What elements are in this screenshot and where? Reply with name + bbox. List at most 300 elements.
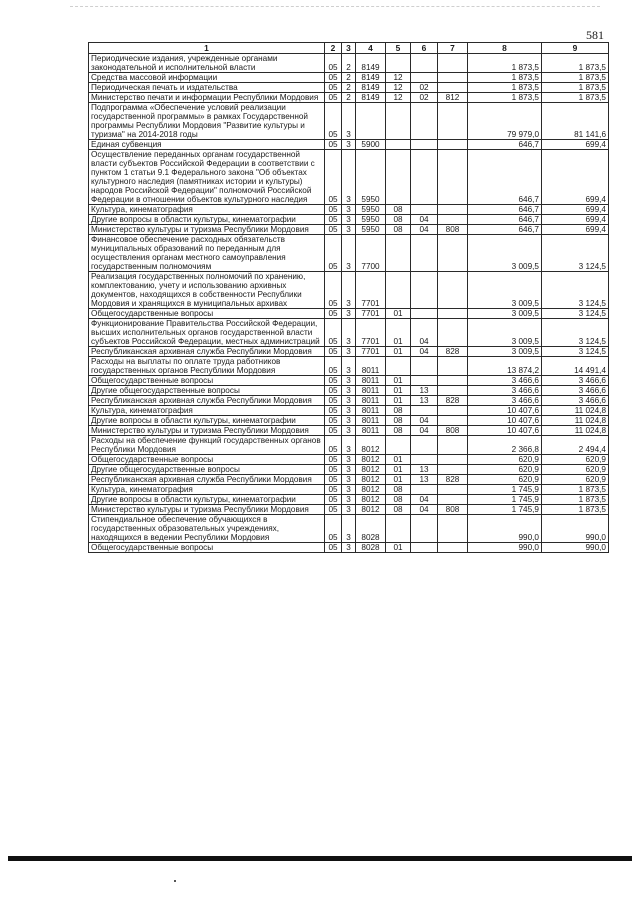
- row-code-5: [386, 140, 411, 150]
- row-code-4: 8011: [356, 357, 386, 376]
- row-code-6: [411, 54, 438, 73]
- row-code-5: 08: [386, 205, 411, 215]
- row-code-3: 3: [342, 426, 356, 436]
- row-description: Министерство печати и информации Республики Мордовия: [89, 93, 325, 103]
- row-code-6: [411, 205, 438, 215]
- table-row: [89, 93, 609, 103]
- row-description: Функционирование Правительства Российской Федерации, высших исполнительных органов государственной власти субъектов Российской Федерации, местных администраций: [89, 319, 325, 347]
- row-code-2: 05: [325, 406, 342, 416]
- table-row: [89, 485, 609, 495]
- row-amount-9: 11 024,8: [542, 416, 609, 426]
- row-description: Другие вопросы в области культуры, кинематографии: [89, 416, 325, 426]
- row-code-2: 05: [325, 455, 342, 465]
- row-code-3: 3: [342, 455, 356, 465]
- row-description: Расходы на обеспечение функций государственных органов Республики Мордовия: [89, 436, 325, 455]
- row-description: Периодическая печать и издательства: [89, 83, 325, 93]
- row-code-5: [386, 235, 411, 272]
- scan-speck: [174, 880, 176, 882]
- row-code-3: 3: [342, 357, 356, 376]
- row-code-7: [438, 205, 468, 215]
- row-code-4: 8149: [356, 93, 386, 103]
- table-row: [89, 495, 609, 505]
- row-amount-9: 699,4: [542, 140, 609, 150]
- row-code-4: 5950: [356, 215, 386, 225]
- row-code-3: 3: [342, 416, 356, 426]
- row-code-6: 13: [411, 396, 438, 406]
- row-code-6: 04: [411, 505, 438, 515]
- row-description: Общегосударственные вопросы: [89, 455, 325, 465]
- row-amount-8: 990,0: [468, 543, 542, 553]
- row-code-7: [438, 235, 468, 272]
- row-description: Общегосударственные вопросы: [89, 376, 325, 386]
- row-code-5: 01: [386, 396, 411, 406]
- row-amount-9: 990,0: [542, 543, 609, 553]
- row-code-4: 8149: [356, 83, 386, 93]
- row-amount-9: 1 873,5: [542, 73, 609, 83]
- row-code-3: 3: [342, 150, 356, 205]
- row-code-7: 808: [438, 505, 468, 515]
- row-amount-9: 1 873,5: [542, 495, 609, 505]
- row-code-6: [411, 406, 438, 416]
- row-amount-8: 1 873,5: [468, 73, 542, 83]
- row-code-5: [386, 272, 411, 309]
- row-code-4: [356, 103, 386, 140]
- row-amount-8: 3 466,6: [468, 396, 542, 406]
- row-code-2: 05: [325, 215, 342, 225]
- row-code-2: 05: [325, 465, 342, 475]
- row-code-6: [411, 73, 438, 83]
- row-description: Осуществление переданных органам государственной власти субъектов Российской Федерации в соответствии с пунктом 1 статьи 9.1 Федерального закона "Об объектах культурного наследия (памятниках истории и культуры) народов Российской Федерации" полномочий Российской Федерации в отношении объектов культурного наследия: [89, 150, 325, 205]
- table-row: [89, 54, 609, 73]
- row-code-6: 04: [411, 215, 438, 225]
- row-description: Подпрограмма «Обеспечение условий реализации государственной программы» в рамках Государственной программы Республики Мордовия "Развитие культуры и туризма" на 2014-2018 годы: [89, 103, 325, 140]
- row-code-4: 8011: [356, 396, 386, 406]
- row-amount-9: 1 873,5: [542, 93, 609, 103]
- row-code-2: 05: [325, 309, 342, 319]
- row-code-2: 05: [325, 426, 342, 436]
- row-code-4: 8028: [356, 515, 386, 543]
- row-amount-9: 2 494,4: [542, 436, 609, 455]
- row-code-4: 7701: [356, 319, 386, 347]
- row-amount-9: 1 873,5: [542, 485, 609, 495]
- row-code-5: 01: [386, 465, 411, 475]
- row-description: Культура, кинематография: [89, 406, 325, 416]
- row-code-6: 02: [411, 83, 438, 93]
- row-code-4: 7701: [356, 347, 386, 357]
- row-code-3: 3: [342, 495, 356, 505]
- row-code-4: 5950: [356, 205, 386, 215]
- row-code-3: 2: [342, 54, 356, 73]
- row-code-6: [411, 436, 438, 455]
- row-code-5: [386, 436, 411, 455]
- row-code-3: 2: [342, 83, 356, 93]
- row-description: Министерство культуры и туризма Республики Мордовия: [89, 505, 325, 515]
- row-amount-9: 1 873,5: [542, 83, 609, 93]
- row-code-7: [438, 215, 468, 225]
- row-description: Стипендиальное обеспечение обучающихся в государственных образовательных учреждениях, находящихся в ведении Республики Мордовия: [89, 515, 325, 543]
- row-code-4: 5950: [356, 150, 386, 205]
- row-code-6: [411, 515, 438, 543]
- row-code-6: [411, 376, 438, 386]
- row-amount-8: 1 873,5: [468, 93, 542, 103]
- row-code-2: 05: [325, 347, 342, 357]
- row-code-4: 7701: [356, 309, 386, 319]
- row-code-4: 7701: [356, 272, 386, 309]
- row-amount-8: 10 407,6: [468, 416, 542, 426]
- row-code-5: 08: [386, 505, 411, 515]
- row-description: Республиканская архивная служба Республики Мордовия: [89, 475, 325, 485]
- table-row: [89, 357, 609, 376]
- row-code-7: 808: [438, 225, 468, 235]
- row-code-7: [438, 515, 468, 543]
- row-code-7: [438, 357, 468, 376]
- row-code-4: 5950: [356, 225, 386, 235]
- row-code-3: 3: [342, 103, 356, 140]
- row-code-4: 8011: [356, 386, 386, 396]
- row-description: Другие общегосударственные вопросы: [89, 465, 325, 475]
- row-code-4: 8012: [356, 465, 386, 475]
- row-code-6: 13: [411, 465, 438, 475]
- col-header: 3: [342, 43, 356, 54]
- row-code-5: [386, 54, 411, 73]
- row-code-4: 8012: [356, 495, 386, 505]
- row-amount-9: 1 873,5: [542, 505, 609, 515]
- row-code-3: 3: [342, 225, 356, 235]
- row-code-3: 3: [342, 319, 356, 347]
- row-code-7: [438, 455, 468, 465]
- row-amount-8: 1 745,9: [468, 485, 542, 495]
- row-code-2: 05: [325, 386, 342, 396]
- row-code-6: [411, 140, 438, 150]
- row-code-5: 08: [386, 406, 411, 416]
- row-code-5: 08: [386, 416, 411, 426]
- row-amount-8: 3 009,5: [468, 309, 542, 319]
- row-description: Расходы на выплаты по оплате труда работников государственных органов Республики Мордовия: [89, 357, 325, 376]
- row-code-5: [386, 357, 411, 376]
- row-amount-9: 699,4: [542, 215, 609, 225]
- row-code-2: 05: [325, 475, 342, 485]
- row-code-5: 01: [386, 309, 411, 319]
- table-row: [89, 225, 609, 235]
- table-row: [89, 309, 609, 319]
- row-code-6: [411, 150, 438, 205]
- row-amount-9: 620,9: [542, 475, 609, 485]
- row-code-5: 08: [386, 426, 411, 436]
- row-description: Другие общегосударственные вопросы: [89, 386, 325, 396]
- row-code-4: 8011: [356, 426, 386, 436]
- row-code-3: 3: [342, 465, 356, 475]
- row-code-3: 3: [342, 309, 356, 319]
- budget-table: [88, 42, 609, 553]
- row-code-2: 05: [325, 272, 342, 309]
- row-code-5: 01: [386, 376, 411, 386]
- row-code-2: 05: [325, 54, 342, 73]
- table-row: [89, 83, 609, 93]
- row-amount-9: 11 024,8: [542, 406, 609, 416]
- row-amount-8: 2 366,8: [468, 436, 542, 455]
- row-code-6: [411, 309, 438, 319]
- table-row: [89, 436, 609, 455]
- row-code-5: 08: [386, 485, 411, 495]
- row-description: Единая субвенция: [89, 140, 325, 150]
- row-code-2: 05: [325, 73, 342, 83]
- row-amount-8: 646,7: [468, 150, 542, 205]
- row-code-2: 05: [325, 205, 342, 215]
- row-amount-8: 1 745,9: [468, 495, 542, 505]
- row-code-6: [411, 485, 438, 495]
- row-code-4: 7700: [356, 235, 386, 272]
- row-amount-8: 3 466,6: [468, 376, 542, 386]
- col-header: 4: [356, 43, 386, 54]
- row-code-4: 8011: [356, 376, 386, 386]
- row-amount-8: 3 466,6: [468, 386, 542, 396]
- row-code-2: 05: [325, 235, 342, 272]
- table-row: [89, 103, 609, 140]
- row-code-7: [438, 416, 468, 426]
- row-code-2: 05: [325, 543, 342, 553]
- row-code-3: 3: [342, 406, 356, 416]
- row-amount-8: 990,0: [468, 515, 542, 543]
- row-code-6: [411, 455, 438, 465]
- table-row: [89, 465, 609, 475]
- row-code-3: 3: [342, 396, 356, 406]
- row-code-6: 13: [411, 386, 438, 396]
- row-code-2: 05: [325, 103, 342, 140]
- row-amount-8: 10 407,6: [468, 406, 542, 416]
- row-code-3: 3: [342, 515, 356, 543]
- row-code-4: 8012: [356, 436, 386, 455]
- col-header: 8: [468, 43, 542, 54]
- table-row: [89, 396, 609, 406]
- row-code-7: [438, 54, 468, 73]
- table-row: [89, 515, 609, 543]
- table-row: [89, 475, 609, 485]
- row-code-3: 3: [342, 235, 356, 272]
- row-code-7: 828: [438, 475, 468, 485]
- row-amount-9: 620,9: [542, 465, 609, 475]
- row-code-3: 2: [342, 73, 356, 83]
- row-code-6: 04: [411, 319, 438, 347]
- row-amount-9: 11 024,8: [542, 426, 609, 436]
- row-code-6: [411, 272, 438, 309]
- row-code-5: 01: [386, 455, 411, 465]
- row-code-4: 5900: [356, 140, 386, 150]
- col-header: 1: [89, 43, 325, 54]
- row-code-5: 08: [386, 495, 411, 505]
- row-code-5: 08: [386, 215, 411, 225]
- row-code-7: [438, 83, 468, 93]
- row-amount-8: 620,9: [468, 475, 542, 485]
- table-row: [89, 272, 609, 309]
- row-code-7: 812: [438, 93, 468, 103]
- row-code-3: 3: [342, 475, 356, 485]
- row-code-2: 05: [325, 376, 342, 386]
- row-amount-8: 646,7: [468, 205, 542, 215]
- table-row: [89, 455, 609, 465]
- row-code-7: [438, 103, 468, 140]
- row-code-7: [438, 272, 468, 309]
- row-amount-9: 3 124,5: [542, 319, 609, 347]
- row-code-4: 8012: [356, 485, 386, 495]
- row-code-7: [438, 465, 468, 475]
- row-code-2: 05: [325, 515, 342, 543]
- row-amount-9: 1 873,5: [542, 54, 609, 73]
- table-row: [89, 426, 609, 436]
- row-code-2: 05: [325, 150, 342, 205]
- row-code-5: 12: [386, 93, 411, 103]
- row-code-3: 3: [342, 485, 356, 495]
- row-amount-9: 699,4: [542, 225, 609, 235]
- row-description: Республиканская архивная служба Республики Мордовия: [89, 396, 325, 406]
- col-header: 6: [411, 43, 438, 54]
- row-amount-9: 3 124,5: [542, 235, 609, 272]
- row-code-5: 12: [386, 73, 411, 83]
- table-row: [89, 416, 609, 426]
- top-edge-rule: [70, 6, 600, 7]
- row-code-7: [438, 485, 468, 495]
- row-amount-8: 1 745,9: [468, 505, 542, 515]
- row-code-2: 05: [325, 495, 342, 505]
- row-code-7: 828: [438, 347, 468, 357]
- row-code-6: [411, 235, 438, 272]
- table-row: [89, 376, 609, 386]
- row-amount-9: 3 466,6: [542, 376, 609, 386]
- row-code-2: 05: [325, 319, 342, 347]
- row-code-3: 3: [342, 347, 356, 357]
- row-code-4: 8149: [356, 73, 386, 83]
- row-amount-8: 3 009,5: [468, 235, 542, 272]
- row-description: Культура, кинематография: [89, 485, 325, 495]
- row-description: Периодические издания, учрежденные органами законодательной и исполнительной власти: [89, 54, 325, 73]
- row-amount-9: 990,0: [542, 515, 609, 543]
- row-code-5: 01: [386, 347, 411, 357]
- row-code-4: 8012: [356, 505, 386, 515]
- bottom-scan-bar: [8, 856, 632, 861]
- row-code-6: [411, 543, 438, 553]
- row-amount-8: 620,9: [468, 455, 542, 465]
- row-amount-9: 3 466,6: [542, 396, 609, 406]
- table-row: [89, 215, 609, 225]
- row-amount-8: 3 009,5: [468, 272, 542, 309]
- row-amount-8: 10 407,6: [468, 426, 542, 436]
- row-code-7: [438, 73, 468, 83]
- col-header: 7: [438, 43, 468, 54]
- row-code-5: 01: [386, 319, 411, 347]
- row-code-7: [438, 406, 468, 416]
- row-code-2: 05: [325, 505, 342, 515]
- row-code-7: [438, 495, 468, 505]
- row-code-3: 3: [342, 205, 356, 215]
- row-code-4: 8028: [356, 543, 386, 553]
- row-code-4: 8012: [356, 455, 386, 465]
- row-code-4: 8149: [356, 54, 386, 73]
- row-code-6: [411, 103, 438, 140]
- table-row: [89, 406, 609, 416]
- row-amount-8: 1 873,5: [468, 54, 542, 73]
- col-header: 2: [325, 43, 342, 54]
- row-code-5: [386, 515, 411, 543]
- row-code-6: 04: [411, 495, 438, 505]
- row-code-2: 05: [325, 225, 342, 235]
- row-amount-8: 3 009,5: [468, 347, 542, 357]
- row-code-3: 3: [342, 436, 356, 455]
- table-row: [89, 150, 609, 205]
- table-body: [89, 54, 609, 553]
- row-code-3: 3: [342, 543, 356, 553]
- row-code-5: 01: [386, 543, 411, 553]
- row-code-6: 04: [411, 347, 438, 357]
- table-row: [89, 347, 609, 357]
- row-code-5: 12: [386, 83, 411, 93]
- table-row: [89, 505, 609, 515]
- row-code-2: 05: [325, 436, 342, 455]
- row-code-6: 02: [411, 93, 438, 103]
- table-row: [89, 235, 609, 272]
- row-amount-8: 79 979,0: [468, 103, 542, 140]
- row-amount-8: 646,7: [468, 225, 542, 235]
- row-description: Другие вопросы в области культуры, кинематографии: [89, 495, 325, 505]
- row-code-3: 2: [342, 93, 356, 103]
- row-code-2: 05: [325, 396, 342, 406]
- row-description: Общегосударственные вопросы: [89, 309, 325, 319]
- row-code-3: 3: [342, 140, 356, 150]
- row-code-2: 05: [325, 83, 342, 93]
- row-description: Общегосударственные вопросы: [89, 543, 325, 553]
- row-code-7: [438, 309, 468, 319]
- row-amount-9: 14 491,4: [542, 357, 609, 376]
- row-code-2: 05: [325, 357, 342, 376]
- col-header: 9: [542, 43, 609, 54]
- row-amount-9: 620,9: [542, 455, 609, 465]
- page-number: 581: [586, 28, 604, 42]
- row-code-7: 808: [438, 426, 468, 436]
- row-description: Министерство культуры и туризма Республики Мордовия: [89, 225, 325, 235]
- row-amount-9: 3 124,5: [542, 272, 609, 309]
- row-code-5: 01: [386, 475, 411, 485]
- row-code-5: [386, 150, 411, 205]
- row-code-2: 05: [325, 140, 342, 150]
- row-description: Министерство культуры и туризма Республики Мордовия: [89, 426, 325, 436]
- row-description: Финансовое обеспечение расходных обязательств муниципальных образований по переданным для осуществления органам местного самоуправления государственным полномочиям: [89, 235, 325, 272]
- row-amount-9: 699,4: [542, 150, 609, 205]
- row-amount-9: 3 124,5: [542, 347, 609, 357]
- col-header: 5: [386, 43, 411, 54]
- row-code-2: 05: [325, 93, 342, 103]
- row-code-7: [438, 319, 468, 347]
- row-amount-8: 1 873,5: [468, 83, 542, 93]
- row-amount-9: 3 466,6: [542, 386, 609, 396]
- row-code-6: [411, 357, 438, 376]
- row-code-6: 04: [411, 225, 438, 235]
- row-amount-8: 646,7: [468, 215, 542, 225]
- table-row: [89, 205, 609, 215]
- row-code-3: 3: [342, 215, 356, 225]
- row-description: Средства массовой информации: [89, 73, 325, 83]
- row-code-7: 828: [438, 396, 468, 406]
- row-code-4: 8012: [356, 475, 386, 485]
- row-code-7: [438, 376, 468, 386]
- row-amount-9: 81 141,6: [542, 103, 609, 140]
- row-code-5: 08: [386, 225, 411, 235]
- row-code-7: [438, 140, 468, 150]
- row-amount-9: 699,4: [542, 205, 609, 215]
- table-row: [89, 140, 609, 150]
- row-description: Реализация государственных полномочий по хранению, комплектованию, учету и использованию архивных документов, находящихся в собственности Республики Мордовия и хранящихся в муниципальных архивах: [89, 272, 325, 309]
- row-code-5: 01: [386, 386, 411, 396]
- row-code-7: [438, 386, 468, 396]
- row-amount-8: 13 874,2: [468, 357, 542, 376]
- row-amount-9: 3 124,5: [542, 309, 609, 319]
